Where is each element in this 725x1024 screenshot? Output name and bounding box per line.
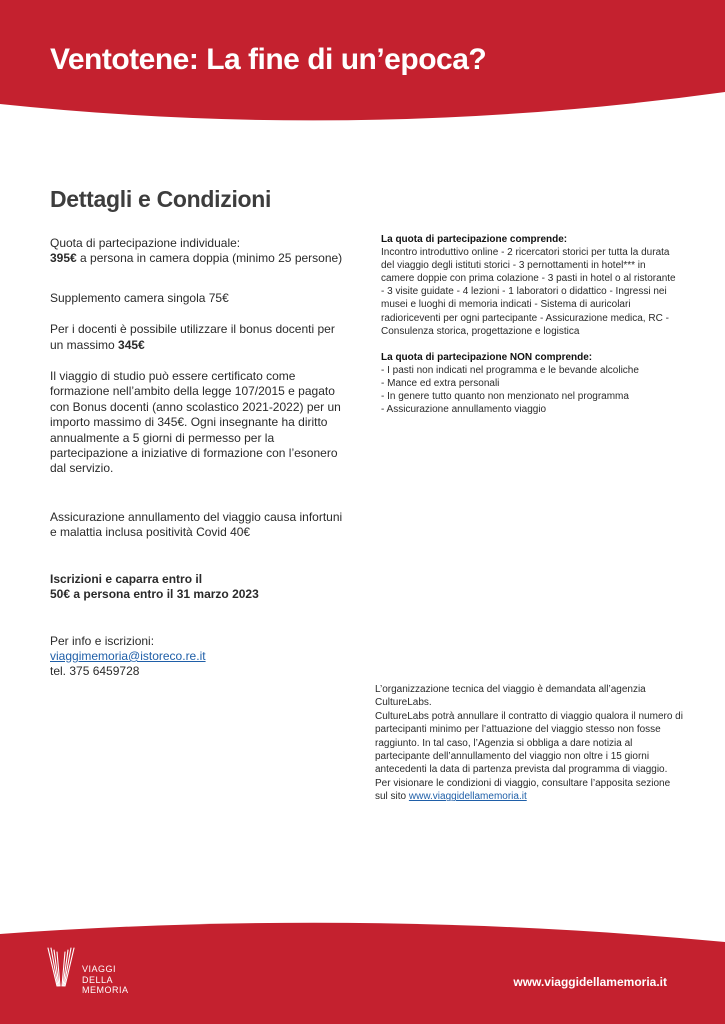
logo-line: DELLA (82, 974, 114, 985)
non-comprende-item: - Mance ed extra personali (381, 377, 500, 389)
comprende-text: Incontro introduttivo online - 2 ricercatori storici per tutta la durata del viaggio degli istituti storici - 3 pernottamenti in hotel*** in camere doppie con prima colazione - 3 pasti in hotel o al ristorante - 3 visite guidate - 4 lezioni - 1 laboratori o didattico - Ingressi nei musei e luoghi di memoria indicati - Sistema di auricolari radioriceventi per ogni partecipante - Assicurazione medica, RC - Consulenza storica, progettazione e logistica (381, 247, 676, 337)
site-link[interactable]: www.viaggidellamemoria.it (408, 791, 527, 803)
docenti-text: Per i docenti è possibile utilizzare il bonus docenti per un massimo (50, 322, 335, 352)
info-block (50, 634, 350, 680)
logo-line: MEMORIA (82, 985, 129, 995)
comprende-title: La quota di partecipazione comprende: (381, 234, 568, 245)
iscrizioni-detail: 50€ a persona entro il 31 marzo 2023 (50, 587, 259, 602)
iscrizioni-block (50, 572, 350, 603)
non-comprende-item: - In genere tutto quanto non menzionato nel programma (381, 391, 629, 403)
organization-notice (375, 683, 685, 804)
info-label: Per info e iscrizioni: (50, 633, 155, 648)
non-comprende-title: La quota di partecipazione NON comprende: (381, 351, 593, 363)
email-link[interactable]: viaggimemoria@istoreco.re.it (50, 648, 206, 663)
left-column (50, 236, 350, 680)
right-column (381, 233, 681, 416)
logo-icon (46, 946, 76, 990)
page-title: Ventotene: La fine di un’epoca? (50, 43, 487, 76)
organization-text-3 (375, 777, 685, 804)
organization-text-3-label: Per visionare le condizioni di viaggio, consultare l’apposita sezione sul sito (375, 777, 671, 803)
docenti-block (50, 322, 350, 353)
section-title: Dettagli e Condizioni (50, 186, 272, 212)
non-comprende-item: - I pasti non indicati nel programma e le bevande alcoliche (381, 364, 639, 376)
quota-block (50, 236, 350, 267)
docenti-amount: 345€ (118, 337, 145, 352)
quota-label: Quota di partecipazione individuale: (50, 236, 241, 250)
quota-price: 395€ (50, 251, 77, 266)
certificazione-text: Il viaggio di studio può essere certificato come formazione nell’ambito della legge 107/2015 e pagato con Bonus docenti (anno scolastico 2021-2022) per un importo massimo di 345€. Ogni insegnante ha diritto annualmente a 5 giorni di permesso per la partecipazione a iniziative di formazione con l’esonero dal servizio. (50, 369, 341, 476)
logo-line: VIAGGI (82, 964, 117, 974)
footer-url[interactable]: www.viaggidellamemoria.it (513, 975, 667, 989)
assicurazione-text: Assicurazione annullamento del viaggio causa infortuni e malattia inclusa positività Covid 40€ (50, 509, 343, 540)
iscrizioni-title: Iscrizioni e caparra entro il (50, 571, 203, 586)
non-comprende-item: - Assicurazione annullamento viaggio (381, 404, 547, 416)
supplemento-text: Supplemento camera singola 75€ (50, 290, 229, 305)
header-banner (0, 0, 725, 125)
organization-text-2: CultureLabs potrà annullare il contratto di viaggio qualora il numero di partecipanti minimo per l’attuazione del viaggio stesso non fosse raggiunto. In tal caso, l’Agenzia si obbliga a dare notizia al partecipante dell’annullamento del viaggio non oltre i 15 giorni antecedenti la data di partenza prevista dal programma di viaggio. (375, 710, 683, 776)
organization-text-1: L’organizzazione tecnica del viaggio è demandata all’agenzia CultureLabs. (375, 684, 646, 709)
quota-detail: a persona in camera doppia (minimo 25 persone) (76, 251, 343, 266)
phone-number: tel. 375 6459728 (50, 664, 140, 679)
logo-text (82, 964, 129, 996)
